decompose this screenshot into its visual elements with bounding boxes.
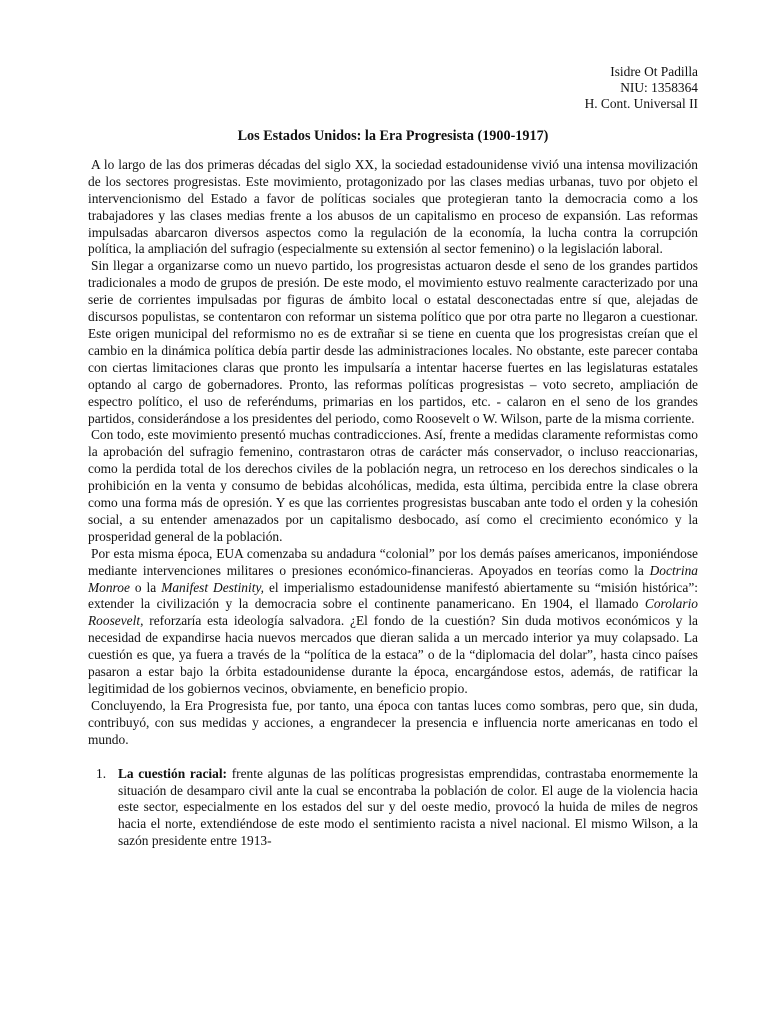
document-page bbox=[88, 64, 698, 850]
paragraph-4-part-c: el imperialismo estadounidense manifestó abiertamente su “misión histórica”: extender la civilización y la democracia sobre el continente panamericano. En 1904, el llamado bbox=[88, 579, 698, 612]
list-item-number: 1. bbox=[96, 765, 107, 781]
paragraph-3: Con todo, este movimiento presentó muchas contradicciones. Así, frente a medidas claramente reformistas como la aprobación del sufragio femenino, contrastaron otras de carácter más conservador, o incluso reaccionarias, como la perdida total de los derechos civiles de la población negra, un retroceso en los derechos sindicales o la prohibición en la venta y consumo de bebidas alcohólicas, medida, esta última, percibida entre la clase obrera como una forma más de opresión. Y es que las corrientes progresistas buscaban ante todo el orden y la cohesión social, a su entender amenazados por un capitalismo desbocado, así como el crecimiento económico y la prosperidad general de la población. bbox=[88, 427, 698, 544]
list-item bbox=[88, 766, 698, 851]
document-title: Los Estados Unidos: la Era Progresista (1900-1917) bbox=[237, 128, 549, 144]
paragraph-2: Sin llegar a organizarse como un nuevo partido, los progresistas actuaron desde el seno de los grandes partidos tradicionales a modo de grupos de presión. De este modo, el movimiento estuvo realmente caracterizado por una serie de corrientes impulsadas por figuras de ámbito local o estatal desconectadas entre sí que, alejadas de discursos populistas, se contentaron con reformar un sistema político que por otra parte no llegaron a cuestionar. Este origen municipal del reformismo no es de extrañar si se tiene en cuenta que los progresistas creían que el cambio en la dinámica política debía partir desde las administraciones locales. No obstante, este parecer contaba con ciertas limitaciones claras que pronto les impulsaría a intentar hacerse fuertes en las legislaturas estatales optando al cargo de gobernadores. Pronto, las reformas políticas progresistas – voto secreto, ampliación de espectro político, el uso de referéndums, primarias en los partidos, etc. - calaron en el seno de los grandes partidos, considerándose a los presidentes del periodo, como Roosevelt o W. Wilson, parte de la misma corriente. bbox=[88, 258, 698, 426]
corolario-roosevelt-term: Corolario Roosevelt bbox=[88, 596, 698, 629]
list-item-text: frente algunas de las políticas progresistas emprendidas, contrastaba enormemente la situación de desamparo civil ante la cual se encontraba la población de color. El auge de la violencia hacia este sector, especialmente en los estados del sur y del oeste medio, provocó la huida de miles de negros hacia el norte, extendiéndose de este modo el sentimiento racista a nivel nacional. El mismo Wilson, a la sazón presidente entre 1913- bbox=[118, 765, 698, 849]
list-item-heading: La cuestión racial: bbox=[118, 765, 228, 781]
paragraph-1: A lo largo de las dos primeras décadas del siglo XX, la sociedad estadounidense vivió una intensa movilización de los sectores progresistas. Este movimiento, protagonizado por las clases medias urbanas, tuvo por objeto el intervencionismo del Estado a favor de políticas sociales que protegieran tanto la democracia como a los trabajadores y las clases medias frente a los abusos de un capitalismo en proceso de expansión. Las reformas impulsadas abarcaron diversos aspectos como la regulación de la economía, la lucha contra la corrupción política, la ampliación del sufragio (especialmente su extensión al sector femenino) o la legislación laboral. bbox=[88, 156, 698, 257]
paragraph-4-part-d: , reforzaría esta ideología salvadora. ¿El fondo de la cuestión? Sin duda motivos económicos y la necesidad de expandirse hacia nuevos mercados que dieran salida a un mercado interior ya muy colapsado. La cuestión es que, ya fuera a través de la “política de la estaca” o de la “diplomacia del dolar”, hasta cinco países pasaron a estar bajo la órbita estadounidense durante la época, encargándose estos, además, de ratificar la legitimidad de los gobiernos vecinos, obviamente, en beneficio propio. bbox=[88, 613, 698, 696]
paragraph-4 bbox=[88, 546, 698, 698]
manifest-destiny-term: Manifest Destinity, bbox=[161, 579, 264, 595]
paragraph-5: Concluyendo, la Era Progresista fue, por tanto, una época con tantas luces como sombras, pero que, sin duda, contribuyó, con sus medidas y acciones, a engrandecer la presencia e influencia norte americanas en todo el mundo. bbox=[88, 697, 698, 747]
numbered-list bbox=[88, 766, 698, 851]
paragraph-4-part-b: o la bbox=[129, 579, 162, 595]
doctrina-monroe-term: Doctrina Monroe bbox=[88, 562, 698, 595]
student-id: NIU: 1358364 bbox=[620, 80, 698, 95]
author-name: Isidre Ot Padilla bbox=[610, 64, 698, 79]
course-name: H. Cont. Universal II bbox=[584, 96, 698, 111]
paragraph-4-part-a: Por esta misma época, EUA comenzaba su andadura “colonial” por los demás países americanos, imponiéndose mediante intervenciones militares o presiones económico-financieras. Apoyados en teorías como la bbox=[88, 545, 698, 578]
author-header bbox=[88, 64, 698, 112]
